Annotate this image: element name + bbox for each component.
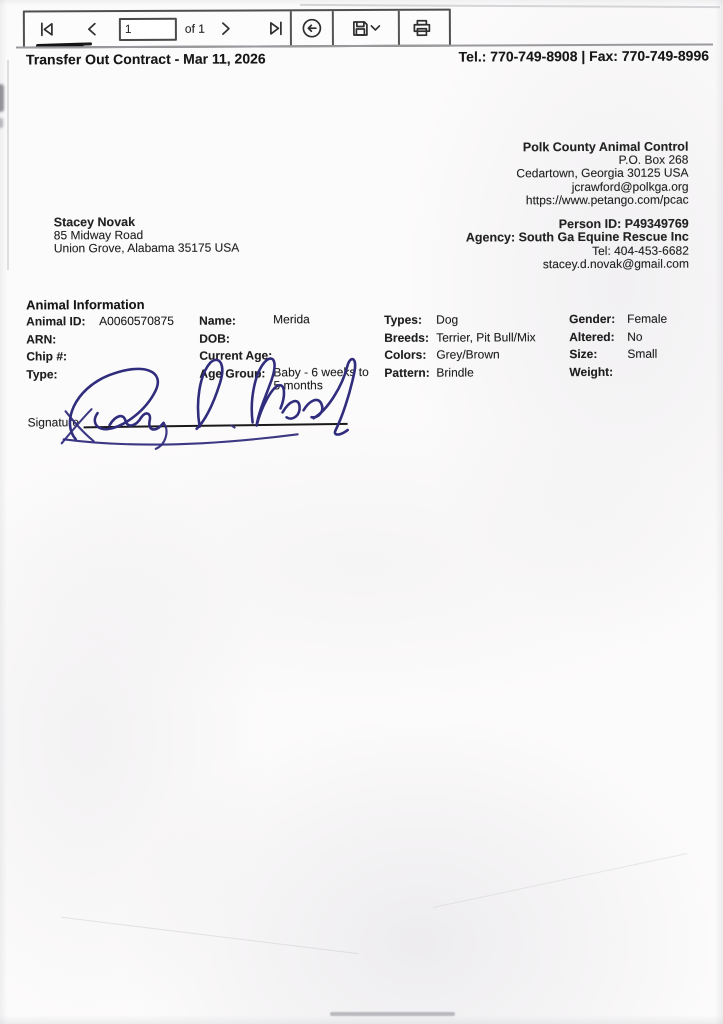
toolbar-cell-back (290, 11, 332, 45)
field-value: A0060570875 (99, 313, 174, 329)
field-label: Pattern: (384, 365, 430, 380)
field-value: Merida (273, 312, 310, 327)
field-value: Dog (436, 312, 459, 327)
shelter-website: https://www.petango.com/pcac (525, 192, 689, 208)
header-contact: Tel.: 770-749-8908 | Fax: 770-749-8996 (458, 47, 710, 65)
print-button[interactable] (410, 16, 434, 39)
animal-info-heading: Animal Information (26, 296, 145, 313)
shelter-pobox: P.O. Box 268 (618, 152, 689, 168)
page-number-input[interactable] (119, 17, 177, 40)
animal-info-column-3 (384, 312, 536, 383)
field-altered (569, 329, 667, 347)
field-name (199, 313, 377, 331)
animal-info-column-2 (199, 312, 377, 393)
field-weight (569, 364, 667, 382)
shelter-email: jcrawford@polkga.org (571, 179, 689, 194)
field-current-age (199, 348, 377, 366)
field-label: Types: (384, 312, 422, 327)
field-gender (569, 312, 667, 330)
field-age-group (199, 364, 377, 393)
field-label: Chip #: (26, 349, 68, 364)
field-value: Terrier, Pit Bull/Mix (436, 329, 536, 345)
back-arrow-circle-icon (301, 17, 323, 39)
field-label: Name: (199, 313, 236, 328)
field-label: Weight: (569, 364, 614, 379)
chevron-down-icon (370, 24, 381, 32)
shelter-address-block (516, 141, 688, 208)
edge-smudge-artifact (0, 84, 4, 112)
field-value: Brindle (436, 365, 474, 380)
field-chip (26, 349, 174, 367)
person-id: Person ID: P49349769 (558, 216, 689, 232)
page-navigation (25, 11, 290, 46)
field-label: Current Age: (199, 348, 273, 363)
save-icon (351, 18, 370, 37)
animal-info-column-1 (26, 314, 174, 385)
field-label: DOB: (199, 331, 230, 346)
animal-info-column-4 (569, 312, 667, 383)
field-label: Gender: (569, 311, 616, 327)
recipient-name: Stacey Novak (53, 214, 136, 230)
signature-line (84, 423, 348, 428)
last-page-icon (267, 20, 285, 36)
field-label: Age Group: (199, 366, 266, 381)
toolbar-cell-save (332, 11, 398, 45)
field-animal-id (26, 314, 174, 332)
field-label: Breeds: (384, 330, 429, 345)
person-email: stacey.d.novak@gmail.com (542, 256, 689, 272)
chevron-right-icon (219, 21, 233, 37)
chevron-left-icon (85, 21, 99, 37)
field-label: Type: (26, 367, 58, 382)
page-count-label: of 1 (184, 21, 205, 36)
field-value: Grey/Brown (436, 347, 500, 362)
signature-label: Signature (27, 415, 80, 430)
field-colors (384, 347, 535, 365)
back-button[interactable] (299, 15, 325, 41)
first-page-button[interactable] (36, 19, 58, 39)
bottom-smudge-artifact (330, 1012, 455, 1016)
field-pattern (384, 365, 535, 383)
field-type (26, 367, 174, 385)
field-value: Baby - 6 weeks to 5 months (273, 364, 369, 393)
field-value: No (627, 329, 643, 344)
toolbar-cell-print (398, 11, 444, 45)
page-title: Transfer Out Contract - Mar 11, 2026 (25, 50, 266, 68)
agency-name: Agency: South Ga Equine Rescue Inc (465, 229, 689, 245)
shelter-name: Polk County Animal Control (522, 139, 689, 155)
field-dob (199, 331, 377, 349)
recipient-address-block (54, 216, 240, 256)
paper-crease (7, 60, 9, 270)
recipient-street: 85 Midway Road (53, 228, 144, 243)
field-label: Size: (569, 347, 598, 362)
shelter-city: Cedartown, Georgia 30125 USA (516, 165, 689, 181)
person-tel: Tel: 404-453-6682 (592, 243, 689, 258)
edge-smudge-artifact (0, 118, 3, 128)
previous-page-button[interactable] (83, 19, 101, 39)
next-page-button[interactable] (217, 19, 235, 39)
field-value: Small (627, 346, 658, 362)
first-page-icon (38, 21, 56, 37)
field-types (384, 312, 535, 330)
field-size (569, 347, 667, 365)
recipient-city: Union Grove, Alabama 35175 USA (53, 240, 240, 256)
person-info-block (466, 218, 689, 273)
field-label: ARN: (26, 331, 57, 347)
print-icon (412, 18, 432, 37)
field-label: Altered: (569, 329, 615, 344)
save-export-button[interactable] (349, 16, 383, 39)
last-page-button[interactable] (265, 18, 287, 38)
field-label: Colors: (384, 347, 427, 363)
field-breeds (384, 330, 535, 348)
field-arn (26, 331, 174, 349)
field-value: Female (627, 311, 668, 326)
field-label: Animal ID: (26, 314, 86, 329)
